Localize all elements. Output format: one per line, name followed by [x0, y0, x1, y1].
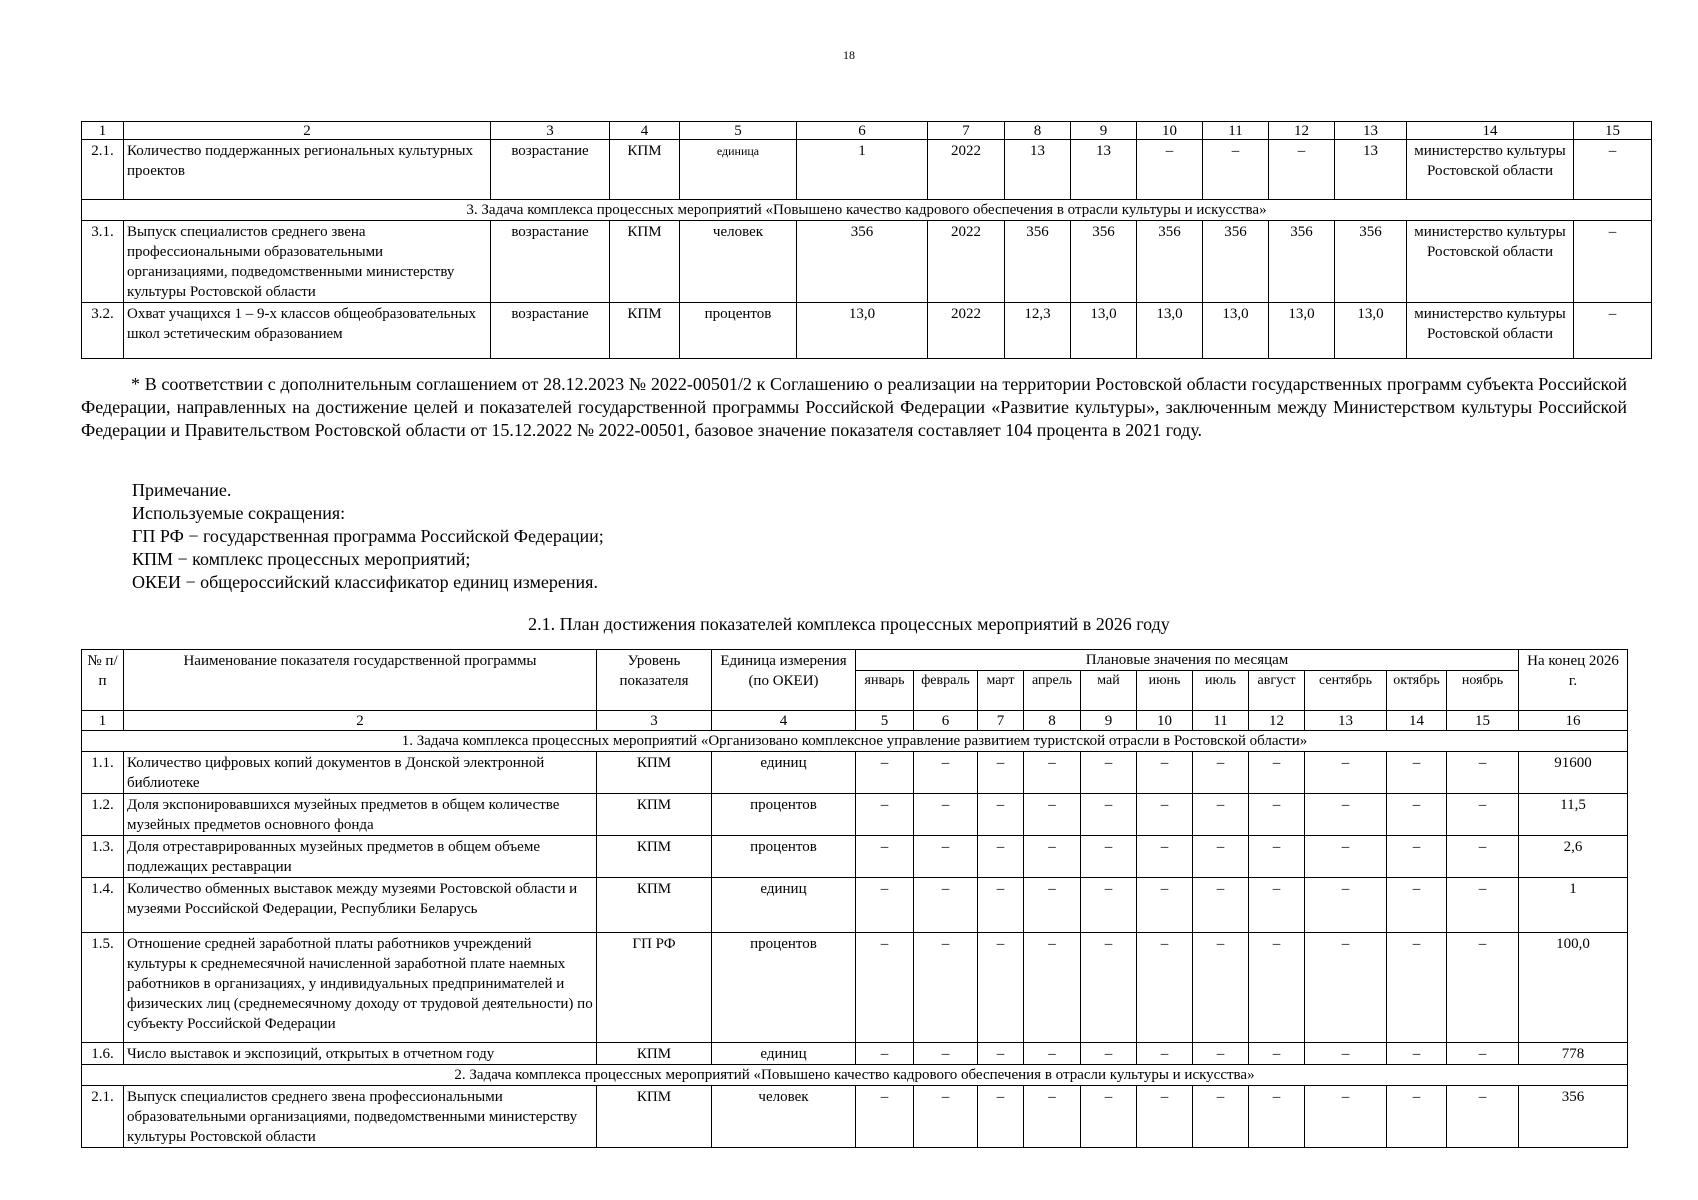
table-cell: –: [1137, 140, 1203, 200]
month-value: –: [1447, 1043, 1519, 1065]
year-end-value: 356: [1519, 1086, 1628, 1148]
month-value: –: [978, 1043, 1024, 1065]
month-value: –: [1024, 933, 1081, 1043]
month-value: –: [914, 836, 978, 878]
year-end-value: 2,6: [1519, 836, 1628, 878]
column-number: 13: [1335, 122, 1407, 140]
column-number: 9: [1071, 122, 1137, 140]
indicator-unit: единиц: [712, 752, 856, 794]
month-header: июль: [1193, 671, 1249, 711]
column-number: 7: [928, 122, 1005, 140]
month-value: –: [1024, 1043, 1081, 1065]
table-cell: 13,0: [1137, 303, 1203, 359]
table-cell: возрастание: [491, 140, 610, 200]
column-number: 4: [712, 711, 856, 731]
month-value: –: [1447, 933, 1519, 1043]
month-value: –: [1137, 1043, 1193, 1065]
row-number: 1.4.: [82, 878, 124, 933]
column-number: 14: [1407, 122, 1574, 140]
month-header: сентябрь: [1305, 671, 1387, 711]
row-number: 1.5.: [82, 933, 124, 1043]
indicator-name: Отношение средней заработной платы работников учреждений культуры к среднемесячной начисленной заработной плате наемных работников в организациях, у индивидуальных предпринимателей и физических лиц (среднемесячному доходу от трудовой деятельности) по субъекту Российской Федерации: [124, 933, 597, 1043]
month-value: –: [1081, 836, 1137, 878]
table-cell: 2.1.: [82, 140, 124, 200]
table-cell: возрастание: [491, 221, 610, 303]
header-num: № п/п: [82, 650, 124, 711]
table-row: [82, 752, 1628, 794]
month-value: –: [856, 752, 914, 794]
month-value: –: [1193, 1086, 1249, 1148]
indicator-unit: единиц: [712, 1043, 856, 1065]
month-value: –: [1387, 1043, 1447, 1065]
indicator-level: КПМ: [597, 836, 712, 878]
month-value: –: [1024, 794, 1081, 836]
month-value: –: [1249, 1043, 1305, 1065]
indicator-level: КПМ: [597, 878, 712, 933]
table-cell: 356: [1005, 221, 1071, 303]
indicator-unit: человек: [712, 1086, 856, 1148]
table-cell: 3.2.: [82, 303, 124, 359]
table-cell: 13: [1071, 140, 1137, 200]
table-cell: министерство культуры Ростовской области: [1407, 303, 1574, 359]
month-value: –: [1193, 836, 1249, 878]
table-cell: 1: [797, 140, 928, 200]
column-number: 2: [124, 711, 597, 731]
column-number: 10: [1137, 122, 1203, 140]
month-value: –: [978, 794, 1024, 836]
month-header: июнь: [1137, 671, 1193, 711]
month-value: –: [1387, 794, 1447, 836]
month-value: –: [1387, 933, 1447, 1043]
indicators-table-continued: [81, 121, 1652, 359]
year-end-value: 778: [1519, 1043, 1628, 1065]
table-cell: 13,0: [1335, 303, 1407, 359]
year-end-value: 1: [1519, 878, 1628, 933]
table-cell: –: [1269, 140, 1335, 200]
indicator-level: КПМ: [597, 752, 712, 794]
column-number: 3: [491, 122, 610, 140]
column-number: 14: [1387, 711, 1447, 731]
indicator-name: Доля отреставрированных музейных предметов в общем объеме подлежащих реставрации: [124, 836, 597, 878]
row-number: 1.2.: [82, 794, 124, 836]
table-row: [82, 878, 1628, 933]
table-cell: –: [1574, 303, 1652, 359]
month-value: –: [1387, 752, 1447, 794]
month-value: –: [1249, 933, 1305, 1043]
table-cell: 13: [1005, 140, 1071, 200]
month-value: –: [914, 878, 978, 933]
table-cell: –: [1203, 140, 1269, 200]
table-cell: –: [1574, 140, 1652, 200]
table-cell: человек: [680, 221, 797, 303]
month-value: –: [1305, 1086, 1387, 1148]
month-value: –: [1193, 933, 1249, 1043]
column-number: 5: [856, 711, 914, 731]
indicator-unit: процентов: [712, 794, 856, 836]
table-row: [82, 836, 1628, 878]
year-end-value: 100,0: [1519, 933, 1628, 1043]
indicator-unit: единиц: [712, 878, 856, 933]
month-value: –: [1447, 752, 1519, 794]
table-cell: 3.1.: [82, 221, 124, 303]
month-value: –: [1137, 933, 1193, 1043]
table-cell: единица: [680, 140, 797, 200]
column-number: 11: [1193, 711, 1249, 731]
table-row: [82, 221, 1652, 303]
month-value: –: [1193, 1043, 1249, 1065]
month-value: –: [1447, 836, 1519, 878]
table-cell: 13: [1335, 140, 1407, 200]
table-cell: 356: [1071, 221, 1137, 303]
column-number: 5: [680, 122, 797, 140]
section-title: 2. Задача комплекса процессных мероприятий «Повышено качество кадрового обеспечения в отрасли культуры и искусства»: [82, 1065, 1628, 1086]
month-value: –: [1137, 752, 1193, 794]
column-number: 13: [1305, 711, 1387, 731]
indicator-name: Количество цифровых копий документов в Донской электронной библиотеке: [124, 752, 597, 794]
table-cell: Количество поддержанных региональных культурных проектов: [124, 140, 491, 200]
month-value: –: [1081, 1043, 1137, 1065]
indicator-level: КПМ: [597, 1043, 712, 1065]
month-value: –: [1249, 1086, 1305, 1148]
table-row: [82, 303, 1652, 359]
header-plan: Плановые значения по месяцам: [856, 650, 1519, 671]
column-number: 2: [124, 122, 491, 140]
month-header: май: [1081, 671, 1137, 711]
page-number: 18: [843, 48, 855, 62]
indicator-level: ГП РФ: [597, 933, 712, 1043]
month-value: –: [1024, 752, 1081, 794]
month-value: –: [1193, 752, 1249, 794]
header-end: На конец 2026 г.: [1519, 650, 1628, 711]
month-header: март: [978, 671, 1024, 711]
table-row: [82, 794, 1628, 836]
section-title: 1. Задача комплекса процессных мероприятий «Организовано комплексное управление развитием туристской отрасли в Ростовской области»: [82, 731, 1628, 752]
month-value: –: [1387, 1086, 1447, 1148]
month-value: –: [1081, 878, 1137, 933]
month-header: ноябрь: [1447, 671, 1519, 711]
month-value: –: [978, 878, 1024, 933]
note-line: Используемые сокращения:: [132, 503, 346, 523]
month-value: –: [1447, 1086, 1519, 1148]
month-value: –: [1305, 933, 1387, 1043]
table-cell: 2022: [928, 140, 1005, 200]
table-cell: процентов: [680, 303, 797, 359]
column-number-row: [82, 122, 1652, 140]
header-unit: Единица измерения (по ОКЕИ): [712, 650, 856, 711]
table-cell: 13,0: [1203, 303, 1269, 359]
month-value: –: [1024, 1086, 1081, 1148]
indicator-level: КПМ: [597, 794, 712, 836]
monthly-plan-table: [81, 649, 1628, 1148]
column-number: 15: [1574, 122, 1652, 140]
month-header: февраль: [914, 671, 978, 711]
table-cell: КПМ: [610, 140, 680, 200]
month-value: –: [1024, 878, 1081, 933]
section-row: [82, 200, 1652, 221]
month-value: –: [1081, 794, 1137, 836]
year-end-value: 91600: [1519, 752, 1628, 794]
month-value: –: [1387, 836, 1447, 878]
indicator-unit: процентов: [712, 933, 856, 1043]
table-cell: 356: [1269, 221, 1335, 303]
month-value: –: [1249, 752, 1305, 794]
indicator-unit: процентов: [712, 836, 856, 878]
month-value: –: [914, 933, 978, 1043]
month-value: –: [914, 752, 978, 794]
table-row: [82, 1043, 1628, 1065]
month-value: –: [1305, 836, 1387, 878]
table-row: [82, 1086, 1628, 1148]
month-value: –: [1137, 794, 1193, 836]
indicator-name: Число выставок и экспозиций, открытых в отчетном году: [124, 1043, 597, 1065]
indicator-name: Количество обменных выставок между музеями Ростовской области и музеями Российской Федерации, Республики Беларусь: [124, 878, 597, 933]
note-line: ОКЕИ − общероссийский классификатор единиц измерения.: [132, 572, 598, 592]
table-cell: Выпуск специалистов среднего звена профессиональными образовательными организациями, подведомственными министерству культуры Ростовской области: [124, 221, 491, 303]
row-number: 1.3.: [82, 836, 124, 878]
month-value: –: [856, 836, 914, 878]
table-title: 2.1. План достижения показателей комплекса процессных мероприятий в 2026 году: [528, 614, 1170, 634]
table-cell: КПМ: [610, 303, 680, 359]
indicator-name: Доля экспонировавшихся музейных предметов в общем количестве музейных предметов основного фонда: [124, 794, 597, 836]
month-value: –: [914, 794, 978, 836]
month-value: –: [856, 1086, 914, 1148]
table-cell: 13,0: [797, 303, 928, 359]
column-number: 7: [978, 711, 1024, 731]
month-value: –: [1081, 752, 1137, 794]
column-number: 4: [610, 122, 680, 140]
month-value: –: [1249, 878, 1305, 933]
month-value: –: [978, 752, 1024, 794]
row-number: 1.6.: [82, 1043, 124, 1065]
month-value: –: [856, 794, 914, 836]
table-cell: 356: [1335, 221, 1407, 303]
column-number: 1: [82, 711, 124, 731]
month-value: –: [1081, 1086, 1137, 1148]
table-cell: 2022: [928, 303, 1005, 359]
indicator-level: КПМ: [597, 1086, 712, 1148]
month-value: –: [978, 933, 1024, 1043]
year-end-value: 11,5: [1519, 794, 1628, 836]
month-value: –: [1387, 878, 1447, 933]
column-number: 11: [1203, 122, 1269, 140]
month-header: октябрь: [1387, 671, 1447, 711]
month-value: –: [1081, 933, 1137, 1043]
column-number: 16: [1519, 711, 1628, 731]
table-cell: 13,0: [1071, 303, 1137, 359]
month-value: –: [1137, 836, 1193, 878]
column-number: 6: [914, 711, 978, 731]
table-cell: министерство культуры Ростовской области: [1407, 221, 1574, 303]
table-cell: 12,3: [1005, 303, 1071, 359]
month-value: –: [1305, 794, 1387, 836]
month-header: январь: [856, 671, 914, 711]
header-level: Уровень показателя: [597, 650, 712, 711]
month-value: –: [1447, 878, 1519, 933]
header-name: Наименование показателя государственной программы: [124, 650, 597, 711]
month-value: –: [856, 933, 914, 1043]
table-cell: 356: [1137, 221, 1203, 303]
column-number: 6: [797, 122, 928, 140]
section-row: [82, 731, 1628, 752]
month-value: –: [856, 1043, 914, 1065]
month-value: –: [1193, 878, 1249, 933]
column-number: 10: [1137, 711, 1193, 731]
column-number: 8: [1005, 122, 1071, 140]
table-row: [82, 140, 1652, 200]
column-number-row: [82, 711, 1628, 731]
month-value: –: [1137, 1086, 1193, 1148]
footnote: * В соответствии с дополнительным соглашением от 28.12.2023 № 2022-00501/2 к Соглашению о реализации на территории Ростовской области государственных программ субъекта Российской Федерации, направленных на достижение целей и показателей государственной программы Российской Федерации «Развитие культуры», заключенным между Министерством культуры Российской Федерации и Правительством Ростовской области от 15.12.2022 № 2022-00501, базовое значение показателя составляет 104 процента в 2021 году.: [81, 374, 1627, 440]
abbreviations-note: [132, 479, 604, 594]
month-value: –: [1137, 878, 1193, 933]
month-header: август: [1249, 671, 1305, 711]
indicator-name: Выпуск специалистов среднего звена профессиональными образовательными организациями, подведомственными министерству культуры Ростовской области: [124, 1086, 597, 1148]
table-row: [82, 933, 1628, 1043]
column-number: 3: [597, 711, 712, 731]
month-value: –: [978, 836, 1024, 878]
month-value: –: [914, 1086, 978, 1148]
month-value: –: [1024, 836, 1081, 878]
month-value: –: [1305, 1043, 1387, 1065]
month-header: апрель: [1024, 671, 1081, 711]
month-value: –: [1249, 794, 1305, 836]
month-value: –: [1193, 794, 1249, 836]
note-line: КПМ − комплекс процессных мероприятий;: [132, 549, 471, 569]
month-value: –: [1447, 794, 1519, 836]
table-cell: КПМ: [610, 221, 680, 303]
month-value: –: [1305, 752, 1387, 794]
table-cell: 356: [797, 221, 928, 303]
table-cell: 356: [1203, 221, 1269, 303]
row-number: 2.1.: [82, 1086, 124, 1148]
column-number: 8: [1024, 711, 1081, 731]
month-value: –: [856, 878, 914, 933]
table-cell: –: [1574, 221, 1652, 303]
table-cell: министерство культуры Ростовской области: [1407, 140, 1574, 200]
table-cell: 2022: [928, 221, 1005, 303]
note-line: Примечание.: [132, 480, 232, 500]
note-line: ГП РФ − государственная программа Российской Федерации;: [132, 526, 604, 546]
column-number: 15: [1447, 711, 1519, 731]
table-cell: 13,0: [1269, 303, 1335, 359]
section-title: 3. Задача комплекса процессных мероприятий «Повышено качество кадрового обеспечения в отрасли культуры и искусства»: [82, 200, 1652, 221]
column-number: 1: [82, 122, 124, 140]
table-cell: Охват учащихся 1 – 9-х классов общеобразовательных школ эстетическим образованием: [124, 303, 491, 359]
month-value: –: [1305, 878, 1387, 933]
row-number: 1.1.: [82, 752, 124, 794]
table-cell: возрастание: [491, 303, 610, 359]
section-row: [82, 1065, 1628, 1086]
column-number: 12: [1249, 711, 1305, 731]
month-value: –: [914, 1043, 978, 1065]
column-number: 9: [1081, 711, 1137, 731]
month-value: –: [978, 1086, 1024, 1148]
month-value: –: [1249, 836, 1305, 878]
column-number: 12: [1269, 122, 1335, 140]
